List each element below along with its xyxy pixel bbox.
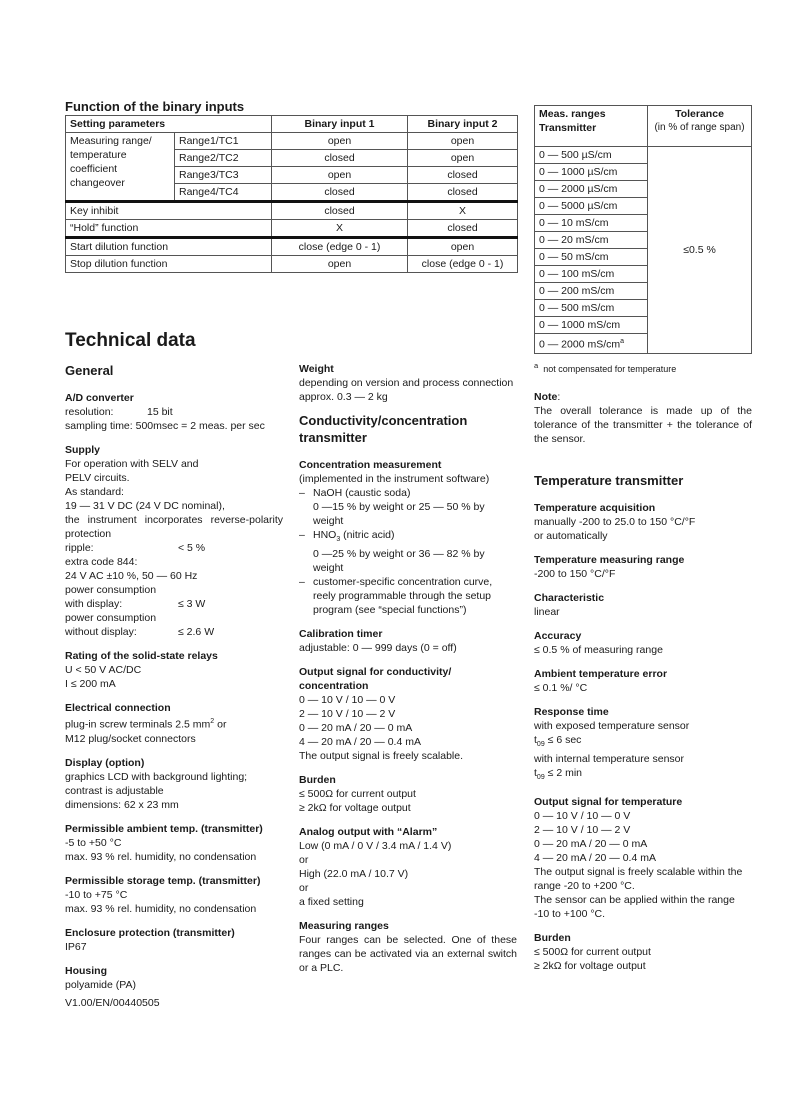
conc-line: (implemented in the instrument software) (299, 473, 490, 485)
display-line: graphics LCD with background lighting; (65, 770, 248, 783)
range-line: -200 to 150 °C/°F (534, 568, 616, 580)
row-in1: close (edge 0 - 1) (272, 238, 408, 256)
with-display-value: ≤ 3 W (178, 598, 206, 610)
temp-acquisition (534, 501, 752, 543)
row-in1: X (272, 220, 408, 238)
row-in1: closed (272, 202, 408, 220)
supply-line: 24 V AC ±10 %, 50 — 60 Hz (65, 570, 198, 582)
range-name: Range4/TC4 (175, 184, 272, 202)
outsig-line: The output signal is freely scalable. (299, 750, 464, 763)
weight-line: depending on version and process connection (299, 377, 514, 389)
burden-line: ≥ 2kΩ for voltage output (299, 802, 411, 815)
electrical-title: Electrical connection (65, 702, 171, 714)
note-title: Note (534, 390, 558, 403)
storage-line: -10 to +75 °C (65, 888, 128, 901)
tout-line: 0 — 10 V / 10 — 0 V (534, 810, 631, 823)
conc-naoh-value: 0 —15 % by weight or 25 — 50 % by weight (313, 501, 485, 527)
conc-hno3 (299, 528, 517, 547)
outsig-line: 2 — 10 V / 10 — 2 V (299, 708, 396, 721)
measranges-line: Four ranges can be selected. One of these ranges can be activated via an external switch or a PLC. (299, 934, 517, 975)
general-column (65, 362, 283, 1002)
ad-res-value: 15 bit (147, 406, 173, 418)
ripple-value: < 5 % (178, 542, 206, 554)
alarm-line: Low (0 mA / 0 V / 3.4 mA / 1.4 V) (299, 840, 452, 853)
tout-title: Output signal for temperature (534, 796, 683, 809)
electrical-line: M12 plug/socket connectors (65, 732, 196, 745)
resp-t2-sub: 09 (536, 774, 545, 782)
hno-sub: 3 (336, 536, 341, 544)
tolerance-section (534, 105, 752, 446)
conc-naoh: – NaOH (caustic soda) (299, 486, 517, 500)
ripple-label: ripple: (65, 542, 94, 554)
burden-line: ≤ 500Ω for current output (299, 788, 416, 801)
header-input2: Binary input 2 (408, 116, 518, 133)
range-cell: 0 — 100 mS/cm (535, 266, 648, 283)
calib-title: Calibration timer (299, 628, 383, 641)
alarm-title: Analog output with “Alarm” (299, 826, 438, 839)
row-in2: closed (408, 220, 518, 238)
tburden-title: Burden (534, 932, 571, 945)
header-setting: Setting parameters (66, 116, 272, 133)
alarm-line: or (299, 854, 309, 867)
alarm-line: or (299, 882, 309, 895)
ambient-line: max. 93 % rel. humidity, no condensation (65, 850, 257, 863)
weight-line: approx. 0.3 — 2 kg (299, 391, 388, 403)
display-title: Display (option) (65, 756, 145, 769)
enclosure-protection (65, 926, 283, 954)
supply-line: For operation with SELV and (65, 458, 199, 470)
burden-title: Burden (299, 774, 336, 787)
header-tolerance-label: Tolerance (675, 108, 724, 120)
resp-t1: t (534, 734, 537, 746)
measuring-ranges (299, 919, 517, 975)
with-display-label: with display: (65, 598, 123, 610)
range-in2: closed (408, 184, 518, 202)
relays-line: I ≤ 200 mA (65, 678, 116, 690)
housing (65, 964, 283, 992)
supply (65, 443, 283, 639)
characteristic (534, 591, 752, 619)
range-cell: 0 — 10 mS/cm (535, 215, 648, 232)
alarm-line: High (22.0 mA / 10.7 V) (299, 868, 409, 881)
acq-line: manually -200 to 25.0 to 150 °C/°F (534, 516, 696, 528)
alarm-line: a fixed setting (299, 896, 364, 909)
range-in1: open (272, 133, 408, 150)
output-signal-temperature (534, 795, 752, 921)
tburden-line: ≤ 500Ω for current output (534, 946, 651, 959)
tout-line: 2 — 10 V / 10 — 2 V (534, 824, 631, 837)
binary-inputs-section (65, 99, 518, 273)
range-in2: open (408, 133, 518, 150)
technical-data-title: Technical data (65, 330, 196, 351)
footnote-text: not compensated for temperature (543, 363, 677, 374)
row-name: “Hold” function (66, 220, 272, 238)
supply-line: As standard: (65, 486, 124, 498)
range-in1: closed (272, 184, 408, 202)
footnote-mark: a (534, 360, 539, 370)
row-in2: X (408, 202, 518, 220)
weight-title: Weight (299, 363, 334, 375)
doc-footer: V1.00/EN/00440505 (65, 997, 160, 1009)
resp-t2-value: ≤ 2 min (544, 767, 582, 780)
char-line: linear (534, 606, 560, 618)
burden-temperature (534, 931, 752, 973)
analog-output-alarm (299, 825, 517, 909)
resp-t1-sub: 09 (536, 741, 545, 749)
response-time (534, 705, 752, 785)
tolerance-note (534, 390, 752, 446)
binary-inputs-table (65, 115, 518, 273)
note-text: The overall tolerance is made up of the tolerance of the transmitter + the tolerance of the sensor. (534, 404, 752, 445)
relays-title: Rating of the solid-state relays (65, 650, 218, 662)
display-option (65, 756, 283, 812)
range-cell: 0 — 1000 µS/cm (535, 164, 648, 181)
enclosure-line: IP67 (65, 940, 87, 953)
resp-title: Response time (534, 706, 609, 718)
ad-converter (65, 391, 283, 433)
general-title: General (65, 363, 114, 378)
resp-t1-value: ≤ 6 sec (544, 734, 582, 746)
conc-hno3-value: 0 —25 % by weight or 36 — 82 % by weight (313, 548, 485, 575)
row-in1: open (272, 256, 408, 273)
conductivity-title: Conductivity/concentration transmitter (299, 413, 468, 445)
amb-title: Ambient temperature error (534, 668, 668, 680)
electrical-line-a: plug-in screw terminals 2.5 mm (65, 718, 211, 731)
without-display-value: ≤ 2.6 W (178, 626, 215, 638)
resp-t2: t (534, 767, 537, 780)
tout-line: 0 — 20 mA / 20 — 0 mA (534, 838, 648, 851)
range-name: Range1/TC1 (175, 133, 272, 150)
supply-line: 19 — 31 V DC (24 V DC nominal), (65, 500, 225, 512)
header-tolerance-sub: (in % of range span) (654, 122, 745, 133)
relays-line: U < 50 V AC/DC (65, 664, 142, 676)
range-in1: closed (272, 150, 408, 167)
outsig-title: Output signal for conductivity/ concentration (299, 666, 452, 693)
outsig-line: 0 — 20 mA / 20 — 0 mA (299, 722, 413, 735)
middle-column (299, 362, 517, 985)
without-display-label: without display: (65, 626, 137, 638)
range-cell-last (535, 334, 648, 354)
row-in2: open (408, 238, 518, 256)
range-cell: 0 — 5000 µS/cm (535, 198, 648, 215)
row-name: Start dilution function (66, 238, 272, 256)
ambient-temperature-error (534, 667, 752, 695)
electrical-line-b: or (214, 718, 227, 731)
tolerance-table (534, 105, 752, 354)
relays (65, 649, 283, 691)
tout-line: The output signal is freely scalable within the range -20 to +200 °C. (534, 866, 743, 893)
range-title: Temperature measuring range (534, 554, 685, 566)
range-last-text: 0 — 2000 mS/cm (539, 338, 621, 351)
acq-title: Temperature acquisition (534, 502, 656, 514)
row-name: Stop dilution function (66, 256, 272, 273)
display-line: contrast is adjustable (65, 784, 164, 797)
amb-line: ≤ 0.1 %/ °C (534, 682, 588, 694)
binary-inputs-title: Function of the binary inputs (65, 99, 245, 114)
conc-custom: – customer-specific concentration curve, reely programmable through the setup program (see “special functions”) (299, 575, 517, 617)
header-meas-ranges: Meas. ranges Transmitter (535, 106, 648, 147)
range-last-sup: a (620, 338, 625, 345)
output-signal-conductivity (299, 665, 517, 763)
supply-line: power consumption (65, 584, 157, 596)
resp-line: with internal temperature sensor (534, 753, 684, 766)
temp-measuring-range (534, 553, 752, 581)
header-input1: Binary input 1 (272, 116, 408, 133)
display-line: dimensions: 62 x 23 mm (65, 798, 179, 811)
hno-a: HNO (313, 529, 337, 541)
range-in2: closed (408, 167, 518, 184)
acq-line: or automatically (534, 530, 608, 542)
range-cell: 0 — 500 mS/cm (535, 300, 648, 317)
range-in1: open (272, 167, 408, 184)
temperature-title: Temperature transmitter (534, 473, 684, 488)
tolerance-value: ≤0.5 % (648, 147, 752, 354)
concentration-measurement (299, 458, 517, 617)
note-colon: : (557, 390, 561, 403)
outsig-line: 4 — 20 mA / 20 — 0.4 mA (299, 736, 421, 749)
range-name: Range2/TC2 (175, 150, 272, 167)
supply-line: power consumption (65, 612, 157, 624)
storage-temp (65, 874, 283, 916)
ad-res-label: resolution: (65, 406, 114, 418)
tburden-line: ≥ 2kΩ for voltage output (534, 960, 646, 973)
enclosure-title: Enclosure protection (transmitter) (65, 926, 235, 939)
range-cell: 0 — 500 µS/cm (535, 147, 648, 164)
electrical-connection (65, 701, 283, 746)
range-name: Range3/TC3 (175, 167, 272, 184)
measranges-title: Measuring ranges (299, 920, 389, 933)
calibration-timer (299, 627, 517, 655)
range-group-label: Measuring range/ temperature coefficient changeover (66, 133, 175, 202)
electrical-sup: 2 (210, 718, 215, 725)
tout-line: 4 — 20 mA / 20 — 0.4 mA (534, 852, 656, 865)
range-cell: 0 — 2000 µS/cm (535, 181, 648, 198)
storage-title: Permissible storage temp. (transmitter) (65, 874, 261, 887)
acc-line: ≤ 0.5 % of measuring range (534, 644, 663, 656)
supply-title: Supply (65, 444, 101, 456)
ad-samp-label: sampling time: (65, 420, 133, 432)
temperature-column (534, 472, 752, 983)
range-cell: 0 — 200 mS/cm (535, 283, 648, 300)
conc-title: Concentration measurement (299, 459, 442, 471)
row-name: Key inhibit (66, 202, 272, 220)
row-in2: close (edge 0 - 1) (408, 256, 518, 273)
supply-line: extra code 844: (65, 556, 138, 568)
range-in2: open (408, 150, 518, 167)
calib-line: adjustable: 0 — 999 days (0 = off) (299, 642, 457, 655)
storage-line: max. 93 % rel. humidity, no condensation (65, 902, 257, 915)
accuracy (534, 629, 752, 657)
burden-conductivity (299, 773, 517, 815)
hno-b: (nitric acid) (340, 529, 395, 541)
weight (299, 362, 517, 404)
tolerance-footnote (534, 359, 752, 376)
supply-line: the instrument incorporates reverse-polarity protection (65, 514, 283, 540)
range-cell: 0 — 50 mS/cm (535, 249, 648, 266)
supply-line: PELV circuits. (65, 472, 130, 484)
housing-title: Housing (65, 964, 107, 977)
range-cell: 0 — 20 mS/cm (535, 232, 648, 249)
ad-samp-value: 500msec = 2 meas. per sec (135, 420, 265, 432)
char-title: Characteristic (534, 592, 605, 604)
tout-line: The sensor can be applied within the range -10 to +100 °C. (534, 894, 735, 921)
ad-title: A/D converter (65, 392, 134, 404)
housing-line: polyamide (PA) (65, 978, 136, 991)
acc-title: Accuracy (534, 630, 582, 642)
outsig-line: 0 — 10 V / 10 — 0 V (299, 694, 396, 707)
range-cell: 0 — 1000 mS/cm (535, 317, 648, 334)
resp-line: with exposed temperature sensor (534, 720, 690, 732)
header-tolerance (648, 106, 752, 147)
ambient-title: Permissible ambient temp. (transmitter) (65, 822, 263, 835)
ambient-temp (65, 822, 283, 864)
ambient-line: -5 to +50 °C (65, 836, 122, 849)
